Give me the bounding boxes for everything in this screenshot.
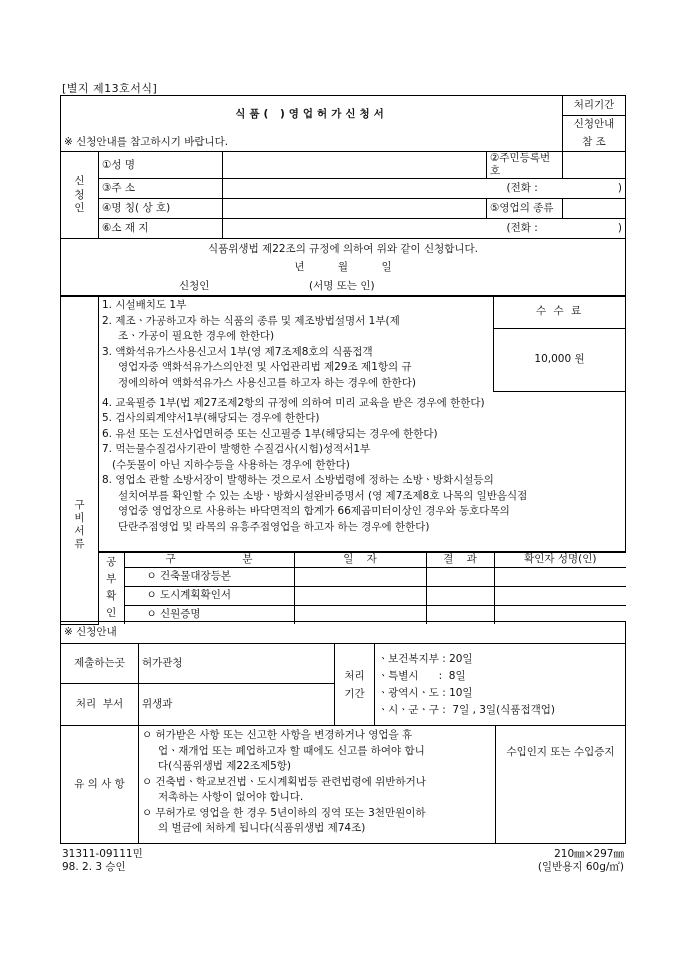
verification-col-category: 구 분 <box>124 552 294 567</box>
processing-period-label: 처리 기간 <box>335 644 375 726</box>
business-name-label: ④명 칭( 상 호) <box>99 199 223 219</box>
business-type-field[interactable] <box>563 199 626 219</box>
id-field[interactable] <box>563 152 626 179</box>
doc-item: 설치여부를 확인할 수 있는 소방ㆍ방화시설완비증명서 (영 제7조제8호 나목의 일반음식점 <box>118 489 528 502</box>
approval-date: 98. 2. 3 승인 <box>62 861 126 873</box>
fee-value: 10,000 원 <box>494 328 626 391</box>
notes-label: 유 의 사 항 <box>61 726 139 844</box>
verification-row-label: ㅇ 신원증명 <box>124 605 294 624</box>
doc-item: 단란주점영업 및 라목의 유흥주점영업을 하고자 하는 경우에 한한다) <box>118 520 430 533</box>
verification-row-label: ㅇ 건축물대장등본 <box>124 567 294 586</box>
form-code: [별지 제13호서식] <box>62 82 158 95</box>
verification-col-result: 결 과 <box>426 552 494 567</box>
name-field[interactable] <box>223 152 487 179</box>
doc-item: 4. 교육필증 1부(법 제27조제2항의 규정에 의하여 미리 교육을 받은 경우에 한한다) <box>102 396 485 409</box>
fee-label: 수 수 료 <box>494 296 626 329</box>
id-label: ②주민등록번호 <box>487 152 563 179</box>
verification-col-checker: 확인자 성명(인) <box>494 552 626 567</box>
paper-type: (일반용지 60g/㎡) <box>537 861 624 873</box>
verification-col-date: 일 자 <box>294 552 426 567</box>
verification-result-cell[interactable] <box>426 586 494 605</box>
location-label: ⑥소 재 지 <box>99 219 223 239</box>
verification-row-label: ㅇ 도시계획확인서 <box>124 586 294 605</box>
verification-date-cell[interactable] <box>294 567 426 586</box>
proc-period-value-1: 신청안내 <box>563 116 626 134</box>
declaration-statement: 식품위생법 제22조의 규정에 의하여 위와 같이 신청합니다. <box>208 243 479 256</box>
doc-item: 영업자중 액화석유가스의안전 및 사업관리법 제29조 제1항의 규 <box>118 361 412 373</box>
note-item: 업ㆍ재개업 또는 폐업하고자 할 때에도 신고를 하여야 합니 <box>158 744 425 757</box>
period-line: ㆍ광역시ㆍ도 : 10일 <box>378 686 473 699</box>
submit-place-value: 허가관청 <box>139 644 335 684</box>
doc-item: 1. 시설배치도 1부 <box>102 299 187 311</box>
period-line: ㆍ시ㆍ군ㆍ구 : 7일 , 3일(식품접객업) <box>378 703 555 716</box>
address-phone-label: (전화 : ) <box>506 182 623 195</box>
footer-right <box>538 848 624 874</box>
sign-or-seal-label: (서명 또는 인) <box>309 280 375 293</box>
documents-list-bottom <box>99 391 626 551</box>
submit-place-label: 제출하는곳 <box>61 644 139 684</box>
verification-checker-cell[interactable] <box>494 586 626 605</box>
form-number: 31311-09111민 <box>62 848 143 860</box>
documents-table <box>60 295 626 625</box>
guide-table <box>60 621 626 844</box>
doc-item: 7. 먹는물수질검사기관이 발행한 수질검사(시험)성적서1부 <box>102 443 371 455</box>
verification-result-cell[interactable] <box>426 567 494 586</box>
doc-item: 6. 유선 또는 도선사업면허증 또는 신고필증 1부(해당되는 경우에 한한다) <box>102 427 438 440</box>
note-item: ㅇ 건축법ㆍ학교보건법ㆍ도시계획법등 관련법령에 위반하거나 <box>142 775 426 788</box>
declaration-block <box>61 239 626 297</box>
applicant-section-label: 신 청 인 <box>61 152 99 239</box>
applicant-signature-label: 신청인 <box>179 280 210 293</box>
note-item: 의 벌금에 처하게 됩니다(식품위생법 제74조) <box>158 822 366 834</box>
documents-list-top <box>99 296 494 392</box>
period-line: ㆍ보건복지부 : 20일 <box>378 652 473 665</box>
guide-heading: ※ 신청안내 <box>61 622 626 644</box>
verification-section-label: 공 부 확 인 <box>99 552 124 624</box>
note-item: 저촉하는 사항이 없어야 합니다. <box>158 791 304 803</box>
form-header-table <box>60 95 626 297</box>
doc-item: 2. 제조ㆍ가공하고자 하는 식품의 종류 및 제조방법설명서 1부(제 <box>102 314 400 327</box>
doc-item: 조ㆍ가공이 필요한 경우에 한한다) <box>118 330 275 342</box>
documents-section-label: 구 비 서 류 <box>61 296 99 625</box>
department-label: 처리 부서 <box>61 684 139 726</box>
location-phone-label: (전화 : ) <box>506 222 623 235</box>
doc-item: 8. 영업소 관할 소방서장이 발행하는 것으로서 소방법령에 정하는 소방ㆍ방화시설등의 <box>102 474 494 486</box>
revenue-stamp-box <box>496 726 626 844</box>
department-value: 위생과 <box>139 684 335 726</box>
business-name-field[interactable] <box>223 199 487 219</box>
location-field[interactable] <box>223 219 626 239</box>
proc-period-value-2: 참 조 <box>563 134 626 152</box>
verification-checker-cell[interactable] <box>494 567 626 586</box>
revenue-stamp-label: 수입인지 또는 수입증지 <box>506 746 615 758</box>
doc-item: 3. 액화석유가스사용신고서 1부(영 제7조제8호의 식품접객 <box>102 345 373 358</box>
name-label: ①성 명 <box>99 152 223 179</box>
declaration-date: 년 월 일 <box>294 261 392 274</box>
form-title: 식품( )영업허가신청서 <box>61 96 563 134</box>
notice-text: ※ 신청안내를 참고하시기 바랍니다. <box>61 134 563 152</box>
processing-period-values <box>375 644 626 726</box>
verification-table <box>99 552 626 625</box>
note-item: ㅇ 허가받은 사항 또는 신고한 사항을 변경하거나 영업을 휴 <box>142 729 413 741</box>
doc-item: 5. 검사의뢰계약서1부(해당되는 경우에 한한다) <box>102 412 320 424</box>
address-field[interactable] <box>223 179 626 199</box>
doc-item: (수돗물이 아닌 지하수등을 사용하는 경우에 한한다) <box>112 458 350 471</box>
paper-size: 210㎜×297㎜ <box>554 848 624 860</box>
footer-left <box>62 848 143 874</box>
period-line: ㆍ특별시 : 8일 <box>378 669 466 682</box>
verification-block <box>99 551 626 624</box>
doc-item: 정에의하여 액화석유가스 사용신고를 하고자 하는 경우에 한한다) <box>118 376 416 389</box>
doc-item: 영업중 영업장으로 사용하는 바닥면적의 합계가 66제곱미터이상인 경우와 동호다목의 <box>118 505 510 517</box>
verification-date-cell[interactable] <box>294 586 426 605</box>
business-type-label: ⑤영업의 종류 <box>487 199 563 219</box>
note-item: 다(식품위생법 제22조제5항) <box>158 760 292 772</box>
notes-list <box>139 726 496 844</box>
address-label: ③주 소 <box>99 179 223 199</box>
note-item: ㅇ 무허가로 영업을 한 경우 5년이하의 징역 또는 3천만원이하 <box>142 806 426 819</box>
proc-period-label: 처리기간 <box>563 96 626 116</box>
